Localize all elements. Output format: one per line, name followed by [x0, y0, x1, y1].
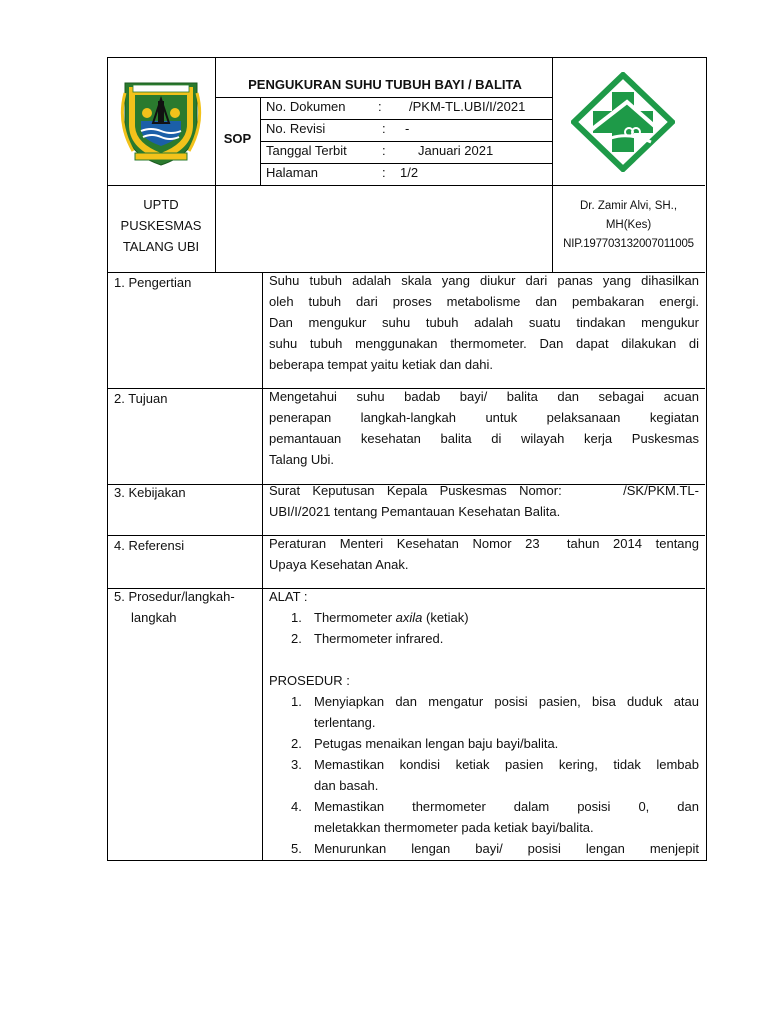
field-label: No. Revisi — [266, 121, 326, 136]
alat-title: ALAT : — [269, 589, 308, 604]
sop-label: SOP — [223, 131, 252, 146]
list-item: Thermometer infrared. — [314, 631, 444, 646]
field-label: Tanggal Terbit — [266, 143, 347, 158]
prosedur-title: PROSEDUR : — [269, 673, 350, 688]
divider — [262, 272, 263, 861]
section-text: Surat Keputusan Kepala Puskesmas Nomor: /SK/PKM.TL- UBI/I/2021 tentang Pemantauan Kesehatan Balita. — [269, 483, 699, 519]
section-label: 4. Referensi — [114, 538, 185, 553]
section-label: 3. Kebijakan — [114, 485, 186, 500]
sop-document: PENGUKURAN SUHU TUBUH BAYI / BALITA SOP No. Dokumen : /PKM-TL.UBI/I/2021 No. Revisi : - Tanggal Terbit : Januari 2021 Halaman : 1/2 UPTD PUSKESMAS TALANG UBI Dr. Zamir Alvi, SH., MH(Kes) NIP.197703132007011005 1. Pengertian Suhu tubuh adalah skala yang diukur dari panas yang dihasilkan oleh tubuh dari proses metabolisme dan pembakaran energi. Dan mengukur suhu tubuh adalah suatu tindakan mengukur suhu tubuh menggunakan thermometer. Dan dapat dilakukan di beberapa tempat yaitu ketiak dan dahi. 2. Tujuan Mengetahui suhu badab bayi/ balita dan sebagai acuan penerapan langkah-langkah untuk pelaksanaan kegiatan pemantauan kesehatan balita di wilayah kerja Puskesmas Talang Ubi. 3. Kebijakan Surat Keputusan Kepala Puskesmas Nomor: /SK/PKM.TL- UBI/I/2021 tentang Pemantauan Kesehatan Balita. 4. Referensi Peraturan Menteri Kesehatan Nomor 23 tahun 2014 tentang Upaya Kesehatan Anak. 5. Prosedur/langkah- langkah ALAT : 1. Thermometer axila (ketiak) 2. Thermometer infrared. PROSEDUR : 1. Menyiapkan dan mengatur posisi pasien, bisa duduk atau terlentang. 2. Petugas menaikan lengan baju bayi/balita. 3. Memastikan kondisi ketiak pasien kering, tidak lembab dan basah. 4. Memastikan thermometer dalam posisi 0, dan meletakkan thermometer pada ketiak bayi/balita. 5. Menurunkan lengan bayi/ posisi lengan menjepit — [107, 57, 707, 861]
puskesmas-cross-icon — [571, 72, 675, 172]
list-item: Petugas menaikan lengan baju bayi/balita. — [314, 736, 559, 751]
list-item: Memastikan kondisi ketiak pasien kering, tidak lembab dan basah. — [314, 757, 699, 793]
field-label: Halaman — [266, 165, 319, 180]
field-value: 1/2 — [400, 165, 419, 180]
field-value: Januari 2021 — [418, 143, 494, 158]
field-sep: : — [378, 99, 382, 114]
divider — [260, 119, 552, 120]
divider — [260, 141, 552, 142]
document-title: PENGUKURAN SUHU TUBUH BAYI / BALITA — [248, 77, 522, 92]
signer-block: Dr. Zamir Alvi, SH., MH(Kes) NIP.197703132007011005 — [563, 200, 694, 250]
divider — [260, 163, 552, 164]
section-label: 2. Tujuan — [114, 391, 168, 406]
field-value: /PKM-TL.UBI/I/2021 — [409, 99, 526, 114]
list-item: Menurunkan lengan bayi/ posisi lengan menjepit — [314, 841, 699, 856]
field-value: - — [405, 121, 410, 136]
organization-name: UPTD PUSKESMAS TALANG UBI — [120, 197, 202, 254]
section-text: Mengetahui suhu badab bayi/ balita dan sebagai acuan penerapan langkah-langkah untuk pelaksanaan kegiatan pemantauan kesehatan balita di wilayah kerja Puskesmas Talang Ubi. — [269, 389, 699, 467]
field-sep: : — [382, 143, 386, 158]
divider — [107, 185, 705, 186]
section-label: 1. Pengertian — [114, 275, 192, 290]
list-item: Thermometer axila (ketiak) — [314, 610, 469, 625]
field-sep: : — [382, 121, 386, 136]
list-item: Menyiapkan dan mengatur posisi pasien, bisa duduk atau terlentang. — [314, 694, 699, 730]
section-label: 5. Prosedur/langkah- langkah — [114, 589, 235, 625]
section-text: Suhu tubuh adalah skala yang diukur dari panas yang dihasilkan oleh tubuh dari proses metabolisme dan pembakaran energi. Dan mengukur suhu tubuh adalah suatu tindakan mengukur suhu tubuh menggunakan thermometer. Dan dapat dilakukan di beberapa tempat yaitu ketiak dan dahi. — [269, 273, 699, 372]
section-text: Peraturan Menteri Kesehatan Nomor 23 tahun 2014 tentang Upaya Kesehatan Anak. — [269, 536, 699, 572]
list-item: Memastikan thermometer dalam posisi 0, dan meletakkan thermometer pada ketiak bayi/balita. — [314, 799, 699, 835]
divider — [215, 97, 552, 98]
regency-emblem-icon — [113, 73, 209, 169]
field-sep: : — [382, 165, 386, 180]
field-label: No. Dokumen — [266, 99, 346, 114]
divider — [215, 57, 216, 272]
